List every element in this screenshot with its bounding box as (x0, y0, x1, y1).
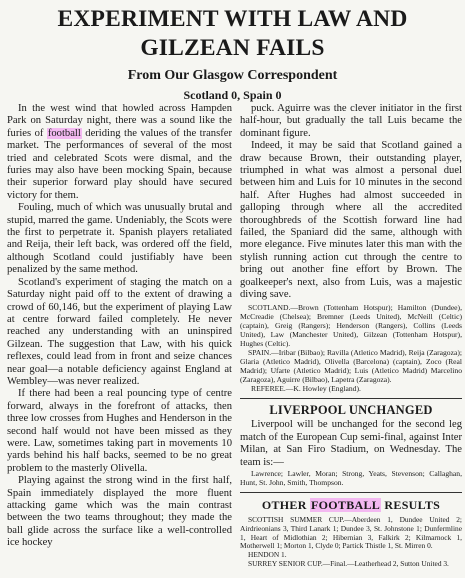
result-item-2: HENDON 1. (248, 550, 287, 560)
left-paragraph-2: Fouling, much of which was unusually brutal and stupid, marred the game. Undeniably, the Scots were the first to perpetrate it. Spanish players retaliated and Reija, their left back, was ordered off the field, although Scotland could justifiably have been penalized by the same method. (7, 202, 232, 276)
result-item-3: SURREY SENIOR CUP.—Final.—Leatherhead 2, Sutton United 3. (248, 558, 449, 568)
team-lineups (240, 303, 462, 385)
right-paragraph-2: Indeed, it may be said that Scotland gained a draw because Brown, their outstanding player, triumphed in what was almost a personal duel between him and Luis for 10 minutes in the second half. After Hughes had almost succeeded in galloping through where all the accredited thoroughbreds of the Scottish forward line had failed, the Spaniard did the same, although with more elegance. Five minutes later this man with the stylish running action cut through the centre to bring out another fine effort by Brown. The goalkeeper's next, also from Luis, was a majestic diving save. (240, 140, 462, 301)
highlighted-word: football (47, 127, 81, 139)
results-heading-suffix: RESULTS (384, 497, 441, 512)
score-line: Scotland 0, Spain 0 (183, 88, 282, 102)
headline-line-2: GILZEAN FAILS (140, 35, 325, 61)
scotland-team: SCOTLAND.—Brown (Tottenham Hotspur); Hamilton (Dundee), McCreadie (Chelsea); Bremner (Leeds United), McNeill (Celtic) (captain), Greig (Rangers); Henderson (Rangers), Collins (Leeds United), Law (Manchester United), Gilzean (Tottenham Hotspur), Hughes (Celtic). (240, 302, 462, 348)
liverpool-heading: LIVERPOOL UNCHANGED (269, 403, 433, 418)
liverpool-team: Lawrence; Lawler, Moran; Strong, Yeats, Stevenson; Callaghan, Hunt, St. John, Smith, Thompson. (240, 468, 462, 487)
left-paragraph-5: Playing against the strong wind in the first half, Spain immediately displayed the more fluent attacking game which was the main contrast between the two teams throughout; they made the ball glide across the surface like a well-controlled ice hockey (7, 475, 232, 549)
article-left-column (7, 103, 232, 550)
article-right-column (240, 103, 462, 569)
section-divider (240, 398, 462, 399)
section-divider-2 (240, 492, 462, 493)
results-heading (240, 498, 462, 513)
left-paragraph-1: In the west wind that howled across Hampden Park on Saturday night, there was a sound like the furies of football deriding the values of the transfer market. The performances of several of the most tried and celebrated Scots were dismal, and the furies may also have been mocking Spain, because their superior forward play should have secured victory for them. (7, 103, 232, 201)
left-paragraph-4: If there had been a real pouncing type of centre forward, always in the forefront of attacks, then three low crosses from Hughes and Henderson in the second half would not have been missed as they were. Law, sometimes taking part in movements 10 yards behind his half backs, seemed to be no great problem to the masterly Olivella. (7, 388, 232, 474)
results-heading-highlight: FOOTBALL (311, 497, 381, 512)
liverpool-body: Liverpool will be unchanged for the second leg match of the European Cup semi-final, against Inter Milan, at San Firo Stadium, on Wednesday. The team is:— (240, 419, 462, 468)
spain-team: SPAIN.—Iribar (Bilbao); Ravilla (Atletico Madrid), Reija (Zaragoza); Glaria (Atletico Madrid), Olivella (Barcelona) (captain), Zoco (Real Madrid); Ufarte (Atletico Madrid); Luis (Atletico Madrid) Marcelino (Zaragoza), Aguirre (Bilbao), Lapetra (Zaragoza). (240, 347, 462, 385)
results-list (240, 516, 462, 569)
headline-line-1: EXPERIMENT WITH LAW AND (57, 6, 408, 32)
byline: From Our Glasgow Correspondent (127, 68, 338, 83)
right-paragraph-1: puck. Aguirre was the clever initiator in the first half-hour, but gradually the tall Luis became the dominant figure. (240, 103, 462, 139)
result-item-1: SCOTTISH SUMMER CUP.—Aberdeen 1, Dundee United 2; Airdrieonians 3, Third Lanark 1; Dundee 3, St. Johnstone 1; Dunfermline 1, Heart of Midlothian 2; Hibernian 3, Falkirk 2; Kilmarnock 1, Motherwell 1; Morton 1, Clyde 0; Partick Thistle 1, St. Mirren 0. (240, 514, 462, 551)
referee-line: REFEREE.—K. Howley (England). (251, 384, 361, 394)
right-paragraphs (240, 103, 462, 302)
left-paragraph-3: Scotland's experiment of staging the match on a Saturday night paid off to the extent of drawing a crowd of 60,146, but the experiment of playing Law at centre forward failed completely. He never reached any understanding with an uninspired Gilzean. The suggestion that Law, with his quick reflexes, could lead from in front and seize chances near goal—a notable deficiency against England at Wembley—was never realized. (7, 276, 232, 387)
results-heading-prefix: OTHER (261, 497, 307, 512)
